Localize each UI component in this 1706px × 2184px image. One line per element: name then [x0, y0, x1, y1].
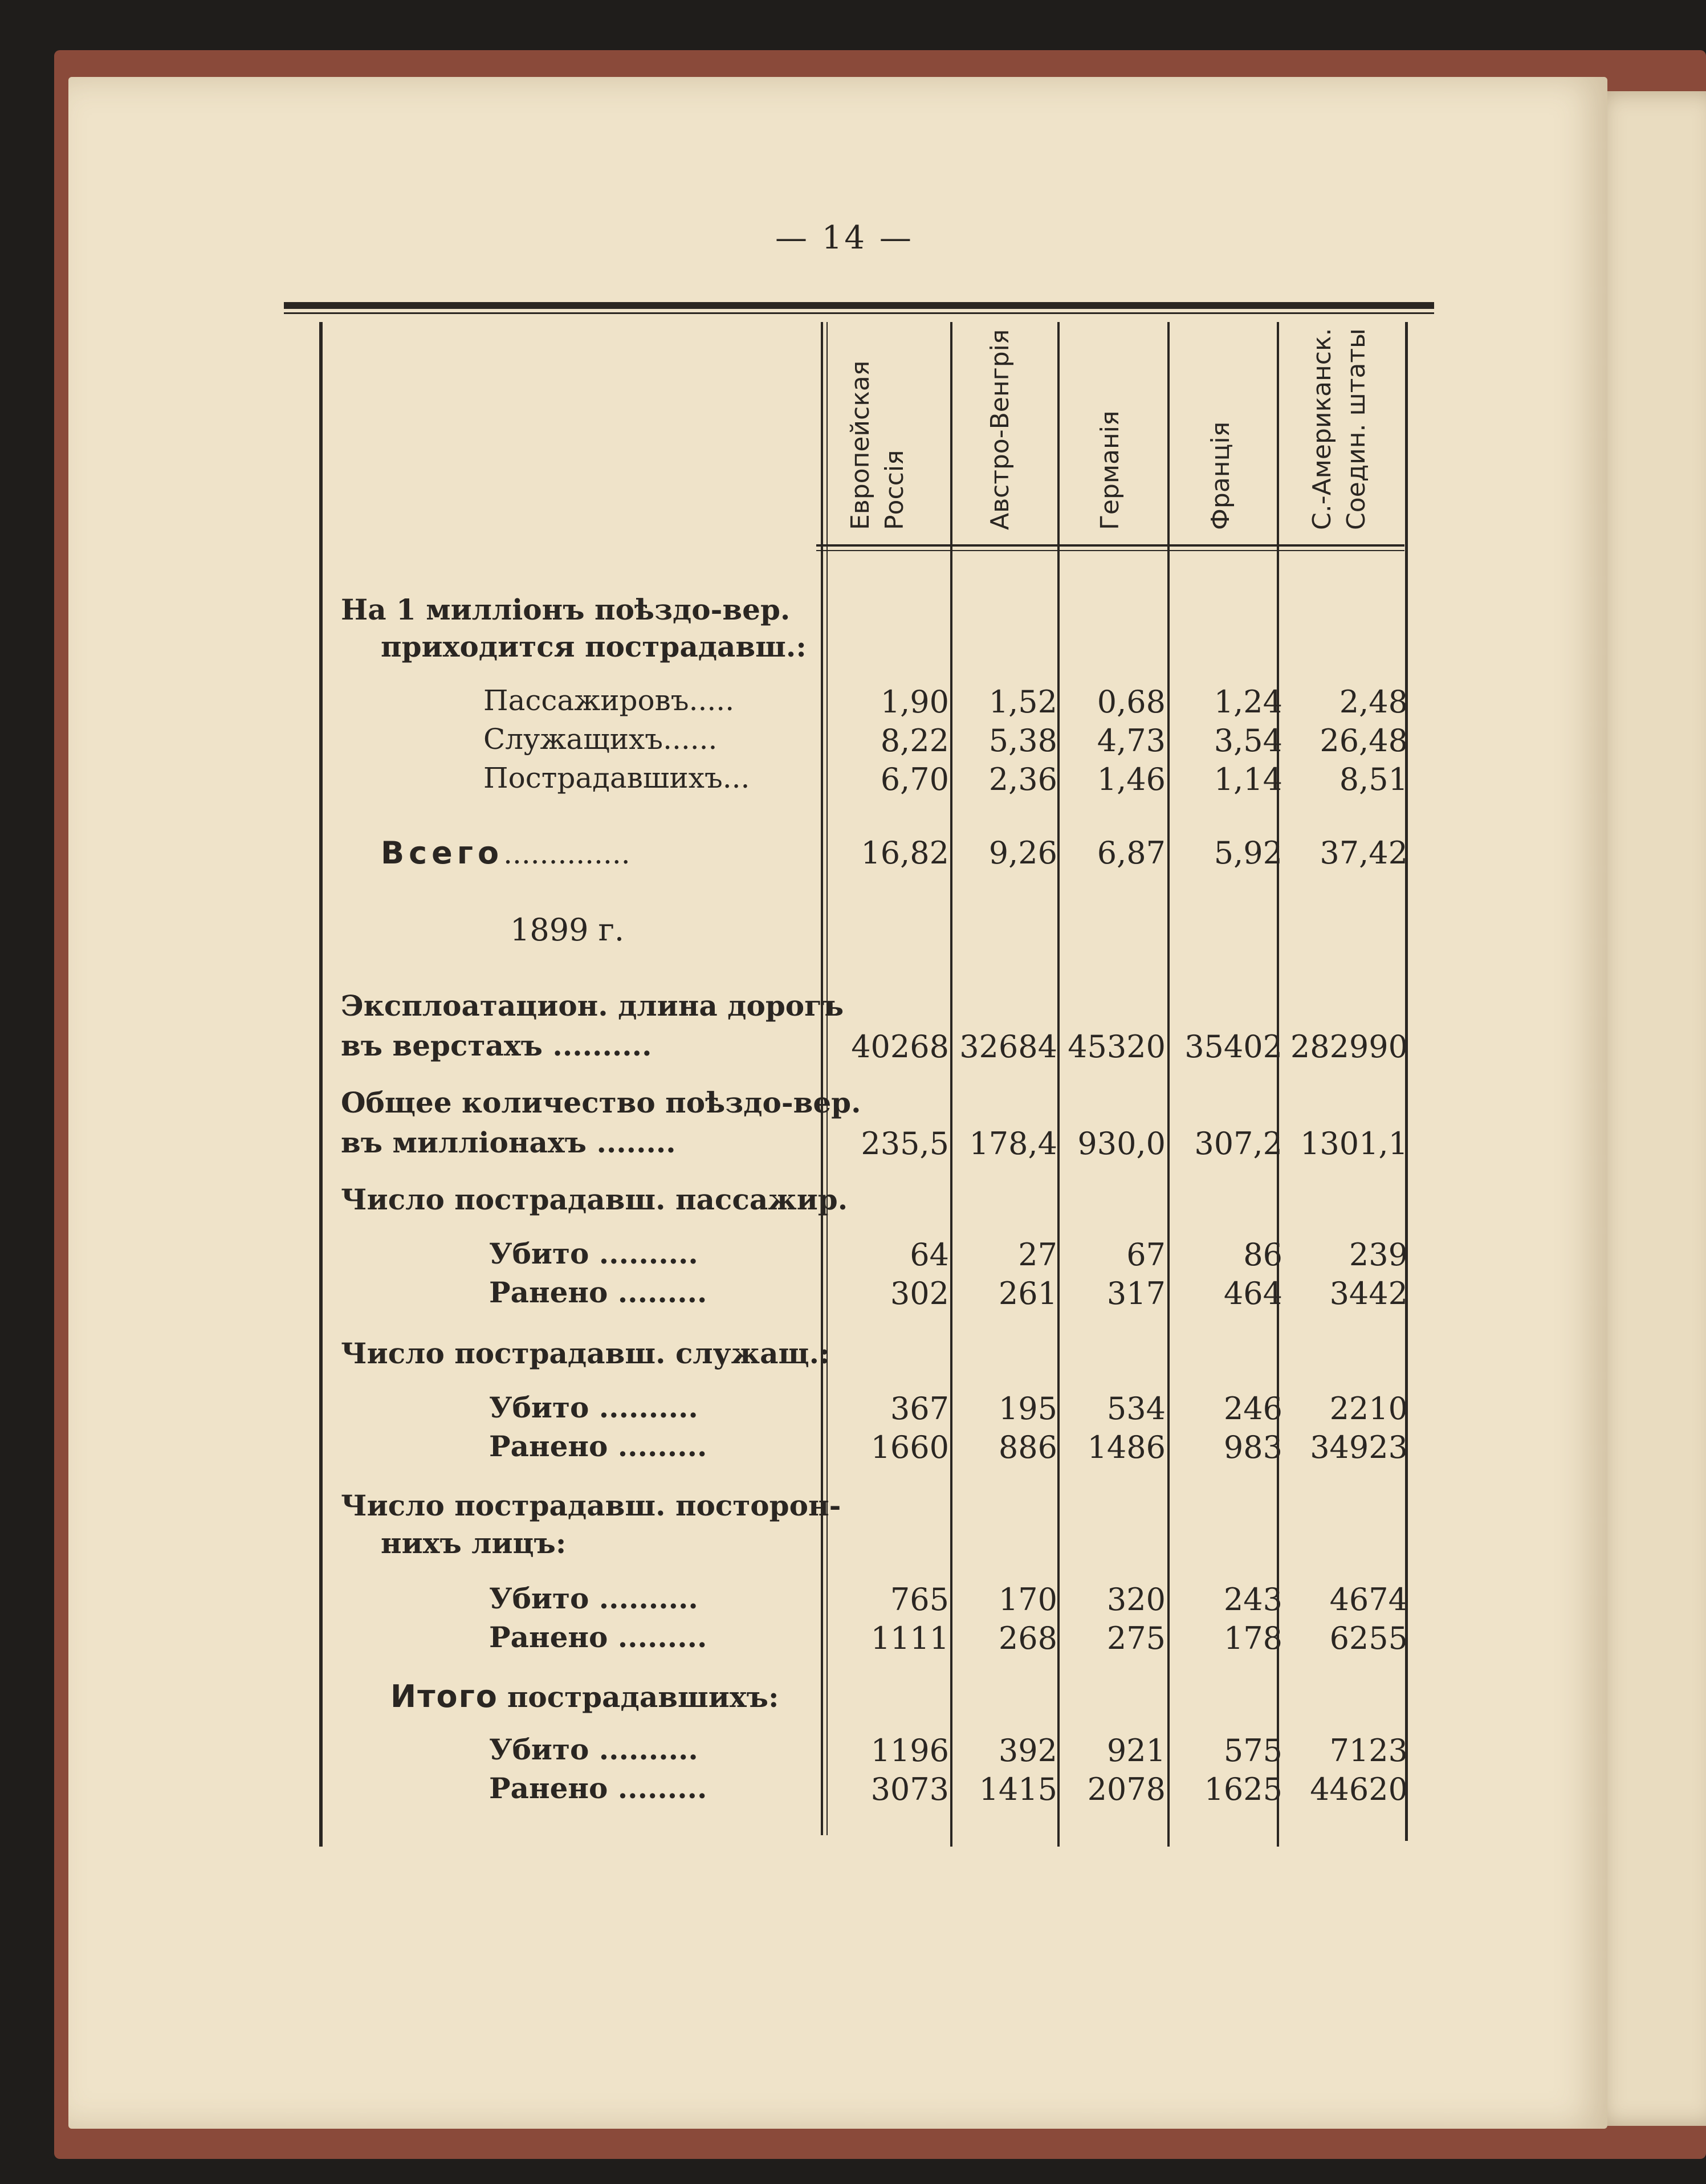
- row-label: въ верстахъ ..........: [341, 1029, 652, 1062]
- cell-austria-hungary: 1,52: [988, 684, 1057, 720]
- table-row: [821, 1733, 1408, 1773]
- cell-france: 1625: [1204, 1771, 1282, 1807]
- row-label: Пострадавшихъ...: [483, 761, 750, 794]
- table-row: [821, 1029, 1408, 1069]
- next-page-edge: [1590, 91, 1706, 2126]
- row-label: Служащихъ......: [483, 723, 718, 756]
- row-label: Пассажировъ.....: [483, 684, 735, 717]
- cell-france: 3,54: [1214, 723, 1282, 759]
- row-label: Ранено .........: [489, 1771, 707, 1805]
- table-row-total: [821, 835, 1408, 875]
- totals-label-rest: пострадавшихъ:: [507, 1680, 779, 1714]
- table-row: [821, 1391, 1408, 1431]
- cell-france: 1,24: [1214, 684, 1282, 720]
- cell-germany: 1486: [1087, 1429, 1166, 1465]
- cell-european-russia: 8,22: [880, 723, 949, 759]
- section-heading: Число пострадавш. служащ.:: [341, 1337, 830, 1370]
- cell-austria-hungary: 32684: [959, 1029, 1057, 1065]
- cell-germany: 0,68: [1097, 684, 1166, 720]
- cell-austria-hungary: 170: [998, 1582, 1057, 1617]
- cell-usa: 7123: [1329, 1733, 1408, 1769]
- cell-france: 983: [1223, 1429, 1282, 1465]
- totals-label-bold: Итого: [390, 1678, 498, 1714]
- header-bottom-rule-thin: [816, 550, 1404, 551]
- cell-france: 5,92: [1214, 835, 1282, 871]
- cell-austria-hungary: 392: [998, 1733, 1057, 1769]
- total-label: Всего: [381, 835, 504, 871]
- cell-germany: 45320: [1068, 1029, 1166, 1065]
- year-heading: 1899 г.: [510, 912, 625, 948]
- cell-european-russia: 40268: [851, 1029, 949, 1065]
- cell-usa: 282990: [1290, 1029, 1408, 1065]
- cell-usa: 4674: [1329, 1582, 1408, 1617]
- cell-austria-hungary: 1415: [979, 1771, 1057, 1807]
- section-heading: На 1 милліонъ поѣздо-вер.: [341, 593, 791, 626]
- column-header-european-russia: Европейская Россія: [846, 360, 909, 530]
- cell-usa: 26,48: [1320, 723, 1408, 759]
- table-row: [821, 1429, 1408, 1469]
- section-heading: [390, 1678, 779, 1714]
- total-row-label: [381, 835, 630, 871]
- cell-austria-hungary: 268: [998, 1620, 1057, 1656]
- cell-france: 243: [1223, 1582, 1282, 1617]
- cell-usa: 2,48: [1339, 684, 1408, 720]
- cell-usa: 3442: [1329, 1276, 1408, 1311]
- cell-france: 246: [1223, 1391, 1282, 1427]
- cell-austria-hungary: 2,36: [988, 761, 1057, 797]
- dot-leader: ..............: [503, 837, 630, 870]
- cell-germany: 317: [1106, 1276, 1166, 1311]
- table-top-rule-thin: [284, 312, 1434, 314]
- cell-france: 464: [1223, 1276, 1282, 1311]
- cell-european-russia: 1660: [870, 1429, 949, 1465]
- cell-european-russia: 64: [910, 1237, 949, 1273]
- cell-austria-hungary: 886: [998, 1429, 1057, 1465]
- cell-usa: 8,51: [1339, 761, 1408, 797]
- cell-germany: 921: [1106, 1733, 1166, 1769]
- cell-european-russia: 3073: [870, 1771, 949, 1807]
- header-bottom-rule: [816, 544, 1404, 547]
- row-label: Убито ..........: [489, 1582, 698, 1615]
- cell-austria-hungary: 9,26: [988, 835, 1057, 871]
- table-row: [821, 761, 1408, 801]
- column-header-austria-hungary: Австро-Венгрія: [986, 329, 1015, 530]
- table-row: [821, 1620, 1408, 1660]
- row-label: Убито ..........: [489, 1237, 698, 1270]
- cell-france: 35402: [1184, 1029, 1282, 1065]
- row-label: Ранено .........: [489, 1276, 707, 1309]
- cell-european-russia: 765: [890, 1582, 949, 1617]
- cell-germany: 67: [1126, 1237, 1166, 1273]
- row-label: Убито ..........: [489, 1391, 698, 1424]
- cell-european-russia: 6,70: [880, 761, 949, 797]
- cell-france: 1,14: [1214, 761, 1282, 797]
- cell-usa: 34923: [1310, 1429, 1408, 1465]
- cell-austria-hungary: 178,4: [969, 1126, 1057, 1162]
- column-header-usa: С.-Американск. Соедин. штаты: [1308, 328, 1371, 530]
- cell-austria-hungary: 195: [998, 1391, 1057, 1427]
- cell-usa: 239: [1349, 1237, 1408, 1273]
- cell-germany: 6,87: [1097, 835, 1166, 871]
- cell-european-russia: 235,5: [861, 1126, 949, 1162]
- row-label: Эксплоатацион. длина дорогъ: [341, 989, 844, 1022]
- table-row: [821, 1276, 1408, 1315]
- cell-european-russia: 16,82: [861, 835, 949, 871]
- table-row: [821, 723, 1408, 763]
- cell-france: 307,2: [1194, 1126, 1282, 1162]
- cell-germany: 930,0: [1077, 1126, 1166, 1162]
- table-row: [821, 1237, 1408, 1277]
- cell-germany: 4,73: [1097, 723, 1166, 759]
- section-heading: Число пострадавш. пассажир.: [341, 1183, 848, 1216]
- cell-usa: 37,42: [1320, 835, 1408, 871]
- section-heading: нихъ лицъ:: [381, 1526, 567, 1560]
- cell-france: 575: [1223, 1733, 1282, 1769]
- column-header-france: Франція: [1206, 421, 1235, 530]
- cell-austria-hungary: 261: [998, 1276, 1057, 1311]
- cell-france: 86: [1243, 1237, 1282, 1273]
- table-row: [821, 1126, 1408, 1166]
- table-left-border: [319, 322, 323, 1847]
- cell-france: 178: [1223, 1620, 1282, 1656]
- row-label: въ милліонахъ ........: [341, 1126, 676, 1159]
- cell-germany: 534: [1106, 1391, 1166, 1427]
- column-header-germany: Германія: [1096, 410, 1125, 530]
- table-row: [821, 1582, 1408, 1621]
- cell-usa: 1301,1: [1300, 1126, 1408, 1162]
- cell-usa: 6255: [1329, 1620, 1408, 1656]
- cell-usa: 44620: [1310, 1771, 1408, 1807]
- section-heading: приходится пострадавш.:: [381, 630, 807, 663]
- section-heading: Число пострадавш. посторон-: [341, 1489, 841, 1522]
- table-row: [821, 1771, 1408, 1811]
- row-label: Ранено .........: [489, 1429, 707, 1463]
- cell-european-russia: 1196: [870, 1733, 949, 1769]
- row-label: Ранено .........: [489, 1620, 707, 1654]
- row-label: Общее количество поѣздо-вер.: [341, 1086, 861, 1119]
- cell-germany: 275: [1106, 1620, 1166, 1656]
- cell-germany: 1,46: [1097, 761, 1166, 797]
- cell-european-russia: 302: [890, 1276, 949, 1311]
- cell-european-russia: 1,90: [880, 684, 949, 720]
- cell-austria-hungary: 5,38: [988, 723, 1057, 759]
- cell-germany: 2078: [1087, 1771, 1166, 1807]
- cell-usa: 2210: [1329, 1391, 1408, 1427]
- table-row: [821, 684, 1408, 724]
- cell-european-russia: 1111: [870, 1620, 949, 1656]
- cell-austria-hungary: 27: [1018, 1237, 1057, 1273]
- row-label: Убито ..........: [489, 1733, 698, 1766]
- cell-european-russia: 367: [890, 1391, 949, 1427]
- table-top-rule: [284, 302, 1434, 309]
- cell-germany: 320: [1106, 1582, 1166, 1617]
